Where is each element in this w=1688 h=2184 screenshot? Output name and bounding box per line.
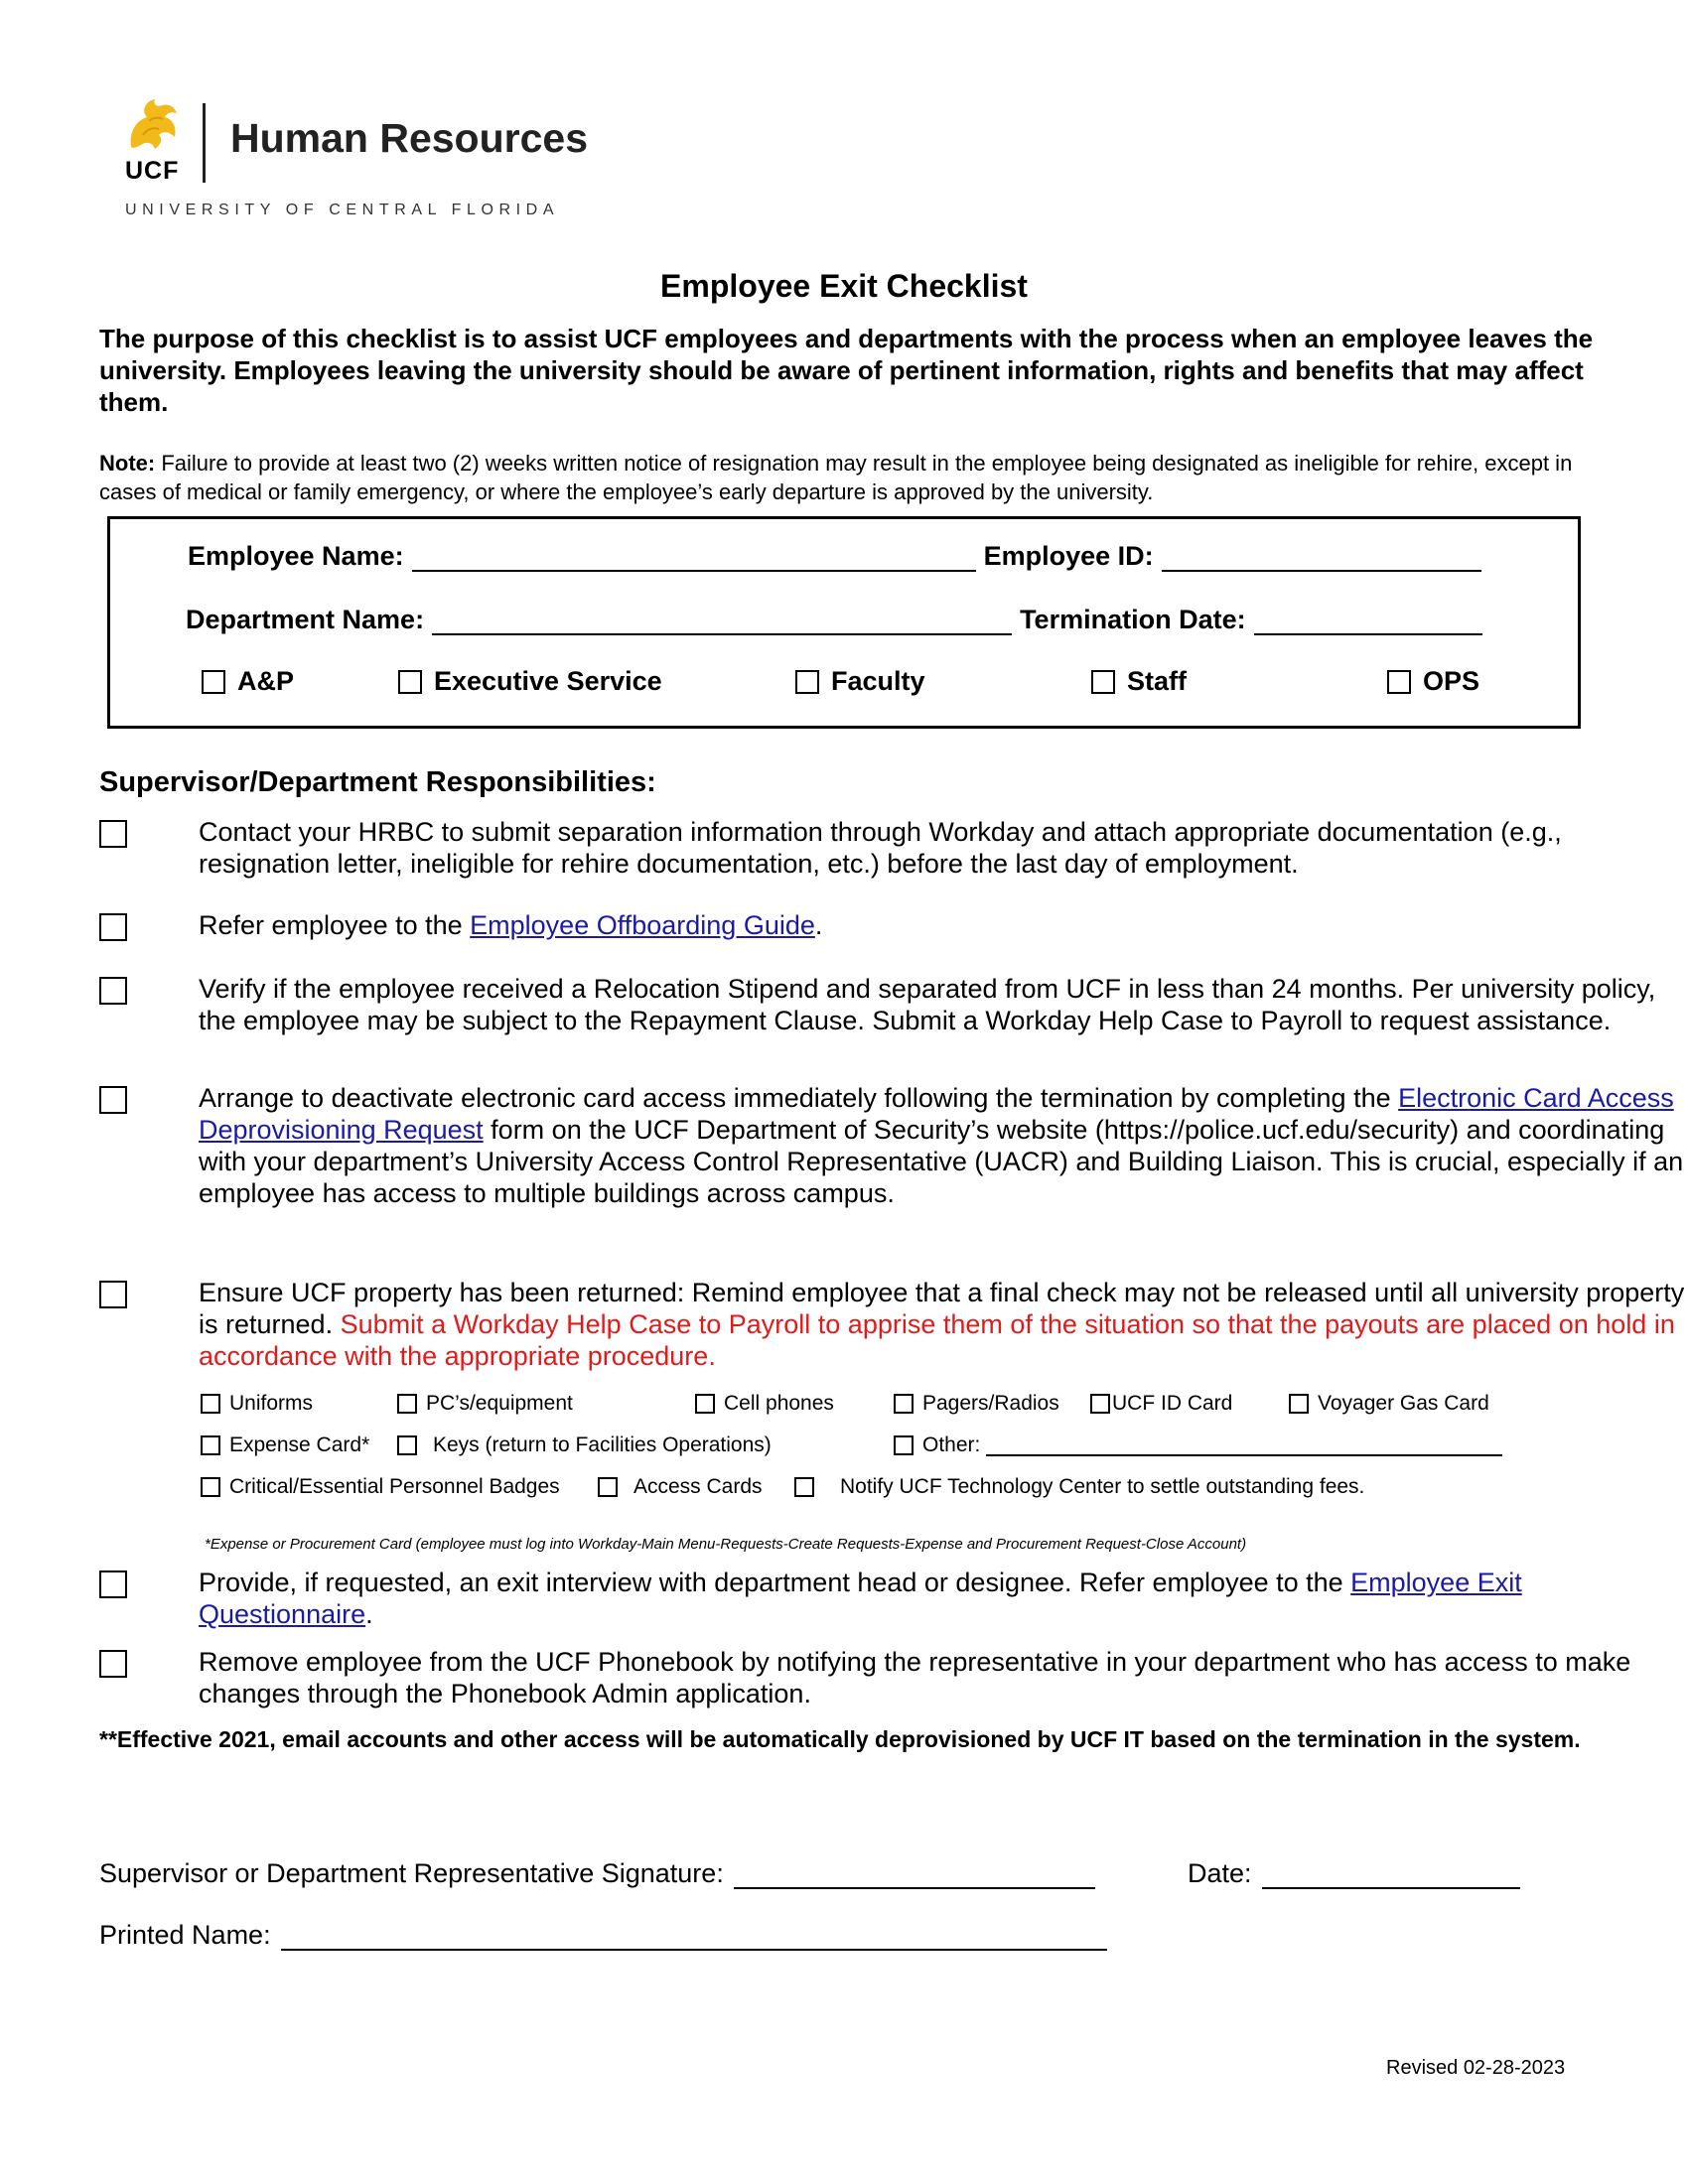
other-field[interactable]	[986, 1434, 1502, 1456]
property-pcs[interactable]	[397, 1392, 573, 1416]
type-option-ap[interactable]	[202, 666, 294, 697]
property-label: UCF ID Card	[1112, 1392, 1233, 1415]
checkbox[interactable]	[1289, 1394, 1309, 1414]
checkbox[interactable]	[201, 1435, 220, 1455]
printed-name-field[interactable]	[281, 1923, 1107, 1951]
checkbox[interactable]	[1090, 1394, 1110, 1414]
note-text: Failure to provide at least two (2) weeks written notice of resignation may result in the employee being designated as ineligible for rehire, except in cases of medical or family emergency, or where the employee’s early departure is approved by the university.	[99, 451, 1573, 504]
task-text: Contact your HRBC to submit separation information through Workday and attach appropriate documentation (e.g., resignation letter, ineligible for rehire documentation, etc.) before the last day of employment.	[199, 817, 1562, 879]
logo-ucf-text: UCF	[125, 157, 180, 185]
note-label: Note:	[99, 451, 156, 476]
type-label: Staff	[1127, 666, 1187, 696]
text-segment: Provide, if requested, an exit interview with department head or designee. Refer employee to the	[199, 1568, 1351, 1597]
checkbox[interactable]	[201, 1477, 220, 1497]
task-checkbox[interactable]	[99, 913, 127, 941]
property-label: Voyager Gas Card	[1318, 1392, 1489, 1415]
property-pagers[interactable]	[894, 1392, 1059, 1416]
property-label: Pagers/Radios	[922, 1392, 1059, 1415]
pegasus-logo-icon	[123, 95, 181, 155]
property-uniforms[interactable]	[201, 1392, 313, 1416]
checkbox[interactable]	[398, 670, 422, 694]
checkbox[interactable]	[894, 1435, 914, 1455]
task-checkbox[interactable]	[99, 820, 127, 848]
task-checkbox[interactable]	[99, 1086, 127, 1114]
employee-name-field[interactable]	[412, 544, 976, 572]
department-name-field[interactable]	[432, 608, 1012, 635]
task-checkbox[interactable]	[99, 977, 127, 1005]
checkbox[interactable]	[202, 670, 225, 694]
property-label: Uniforms	[229, 1392, 314, 1415]
type-option-faculty[interactable]	[795, 666, 925, 697]
signature-field[interactable]	[734, 1861, 1095, 1889]
purpose-statement: The purpose of this checklist is to assist UCF employees and departments with the process when an employee leaves the university. Employees leaving the university should be aware of pertinent information, rights and benefits that may affect them.	[99, 324, 1594, 417]
responsibilities-title: Supervisor/Department Responsibilities:	[99, 766, 656, 798]
text-segment: Refer employee to the	[199, 910, 471, 940]
signature-label: Supervisor or Department Representative Signature:	[99, 1858, 724, 1888]
property-label: Notify UCF Technology Center to settle outstanding fees.	[840, 1475, 1365, 1498]
date-label: Date:	[1188, 1858, 1252, 1888]
printed-name-row	[99, 1920, 1115, 1951]
offboarding-guide-link[interactable]: Employee Offboarding Guide	[470, 910, 815, 940]
resignation-note	[99, 449, 1628, 506]
date-field[interactable]	[1262, 1861, 1520, 1889]
checkbox[interactable]	[795, 670, 819, 694]
property-tech-center[interactable]	[794, 1475, 1364, 1499]
task-text: Remove employee from the UCF Phonebook by notifying the representative in your department who has access to make changes through the Phonebook Admin application.	[199, 1647, 1631, 1708]
revision-date: Revised 02-28-2023	[1386, 2057, 1566, 2079]
checkbox[interactable]	[794, 1477, 814, 1497]
effective-2021-note: **Effective 2021, email accounts and other access will be automatically deprovisioned by UCF IT based on the termination in the system.	[99, 1726, 1581, 1752]
task-text	[199, 1277, 1688, 1372]
property-badges[interactable]	[201, 1475, 560, 1499]
exit-questionnaire-link[interactable]: Employee Exit Questionnaire	[199, 1568, 1522, 1629]
employee-name-label: Employee Name:	[188, 541, 404, 571]
property-cell-phones[interactable]	[695, 1392, 834, 1416]
task-text: Verify if the employee received a Relocation Stipend and separated from UCF in less than 24 months. Per university policy, the employee may be subject to the Repayment Clause. Submit a Workday Help Case to Payroll to request assistance.	[199, 974, 1656, 1035]
type-option-staff[interactable]	[1091, 666, 1187, 697]
text-segment: Arrange to deactivate electronic card access immediately following the termination by completing the	[199, 1083, 1399, 1113]
payroll-warning: Submit a Workday Help Case to Payroll to apprise them of the situation so that the payouts are placed on hold in accordance with the appropriate procedure.	[199, 1309, 1675, 1371]
property-label: Other:	[922, 1433, 981, 1456]
department-row	[186, 605, 1490, 635]
type-label: A&P	[237, 666, 295, 696]
task-text	[199, 909, 1688, 941]
ucf-hr-logo	[123, 95, 639, 224]
date-row	[1188, 1858, 1528, 1889]
text-segment: .	[365, 1599, 373, 1629]
property-label: Expense Card*	[229, 1433, 370, 1456]
checkbox[interactable]	[695, 1394, 715, 1414]
printed-name-label: Printed Name:	[99, 1920, 271, 1950]
expense-card-footnote: *Expense or Procurement Card (employee must log into Workday-Main Menu-Requests-Create Requests-Expense and Procurement Request-Close Account)	[205, 1536, 1247, 1553]
text-segment: .	[814, 910, 823, 940]
task-checkbox[interactable]	[99, 1281, 127, 1308]
employee-id-field[interactable]	[1162, 544, 1481, 572]
checkbox[interactable]	[894, 1394, 914, 1414]
employee-name-row	[188, 541, 1489, 572]
property-access-cards[interactable]	[598, 1475, 763, 1499]
task-checkbox[interactable]	[99, 1650, 127, 1678]
termination-date-label: Termination Date:	[1020, 605, 1246, 634]
text-segment: Ensure UCF property has been returned: Remind employee that a final check may not be released until all university property is returned.	[199, 1278, 1685, 1339]
property-label: Cell phones	[724, 1392, 834, 1415]
property-voyager[interactable]	[1289, 1392, 1489, 1416]
employee-id-label: Employee ID:	[983, 541, 1154, 571]
checkbox[interactable]	[1387, 670, 1411, 694]
checkbox[interactable]	[1091, 670, 1115, 694]
type-label: Faculty	[831, 666, 925, 696]
card-access-deprovisioning-link[interactable]: Electronic Card Access Deprovisioning Request	[199, 1083, 1674, 1145]
property-label: Keys (return to Facilities Operations)	[433, 1433, 772, 1456]
text-segment: form on the UCF Department of Security’s website (https://police.ucf.edu/security) and coordinating with your department’s University Access Control Representative (UACR) and Building Liaison. This is crucial, especially if an employee has access to multiple buildings across campus.	[199, 1115, 1684, 1208]
document-title: Employee Exit Checklist	[660, 268, 1028, 304]
department-name-label: Department Name:	[186, 605, 425, 634]
property-ucf-id[interactable]	[1090, 1392, 1232, 1416]
type-option-ops[interactable]	[1387, 666, 1479, 697]
task-text	[199, 1567, 1688, 1630]
type-option-executive-service[interactable]	[398, 666, 662, 697]
type-label: OPS	[1423, 666, 1480, 696]
property-expense-card[interactable]	[201, 1433, 369, 1457]
employee-info-box	[107, 516, 1581, 729]
university-name: UNIVERSITY OF CENTRAL FLORIDA	[125, 202, 560, 218]
checkbox[interactable]	[598, 1477, 618, 1497]
logo-divider	[203, 103, 206, 183]
task-text	[199, 1082, 1688, 1209]
termination-date-field[interactable]	[1254, 608, 1482, 635]
property-other[interactable]	[894, 1433, 1502, 1457]
property-label: PC’s/equipment	[426, 1392, 573, 1415]
type-label: Executive Service	[434, 666, 662, 696]
checkbox[interactable]	[397, 1435, 417, 1455]
signature-row	[99, 1858, 1103, 1889]
checkbox[interactable]	[201, 1394, 220, 1414]
property-label: Critical/Essential Personnel Badges	[229, 1475, 560, 1498]
task-checkbox[interactable]	[99, 1570, 127, 1598]
department-title: Human Resources	[230, 115, 589, 161]
checkbox[interactable]	[397, 1394, 417, 1414]
property-keys[interactable]	[397, 1433, 772, 1457]
property-label: Access Cards	[633, 1475, 763, 1498]
